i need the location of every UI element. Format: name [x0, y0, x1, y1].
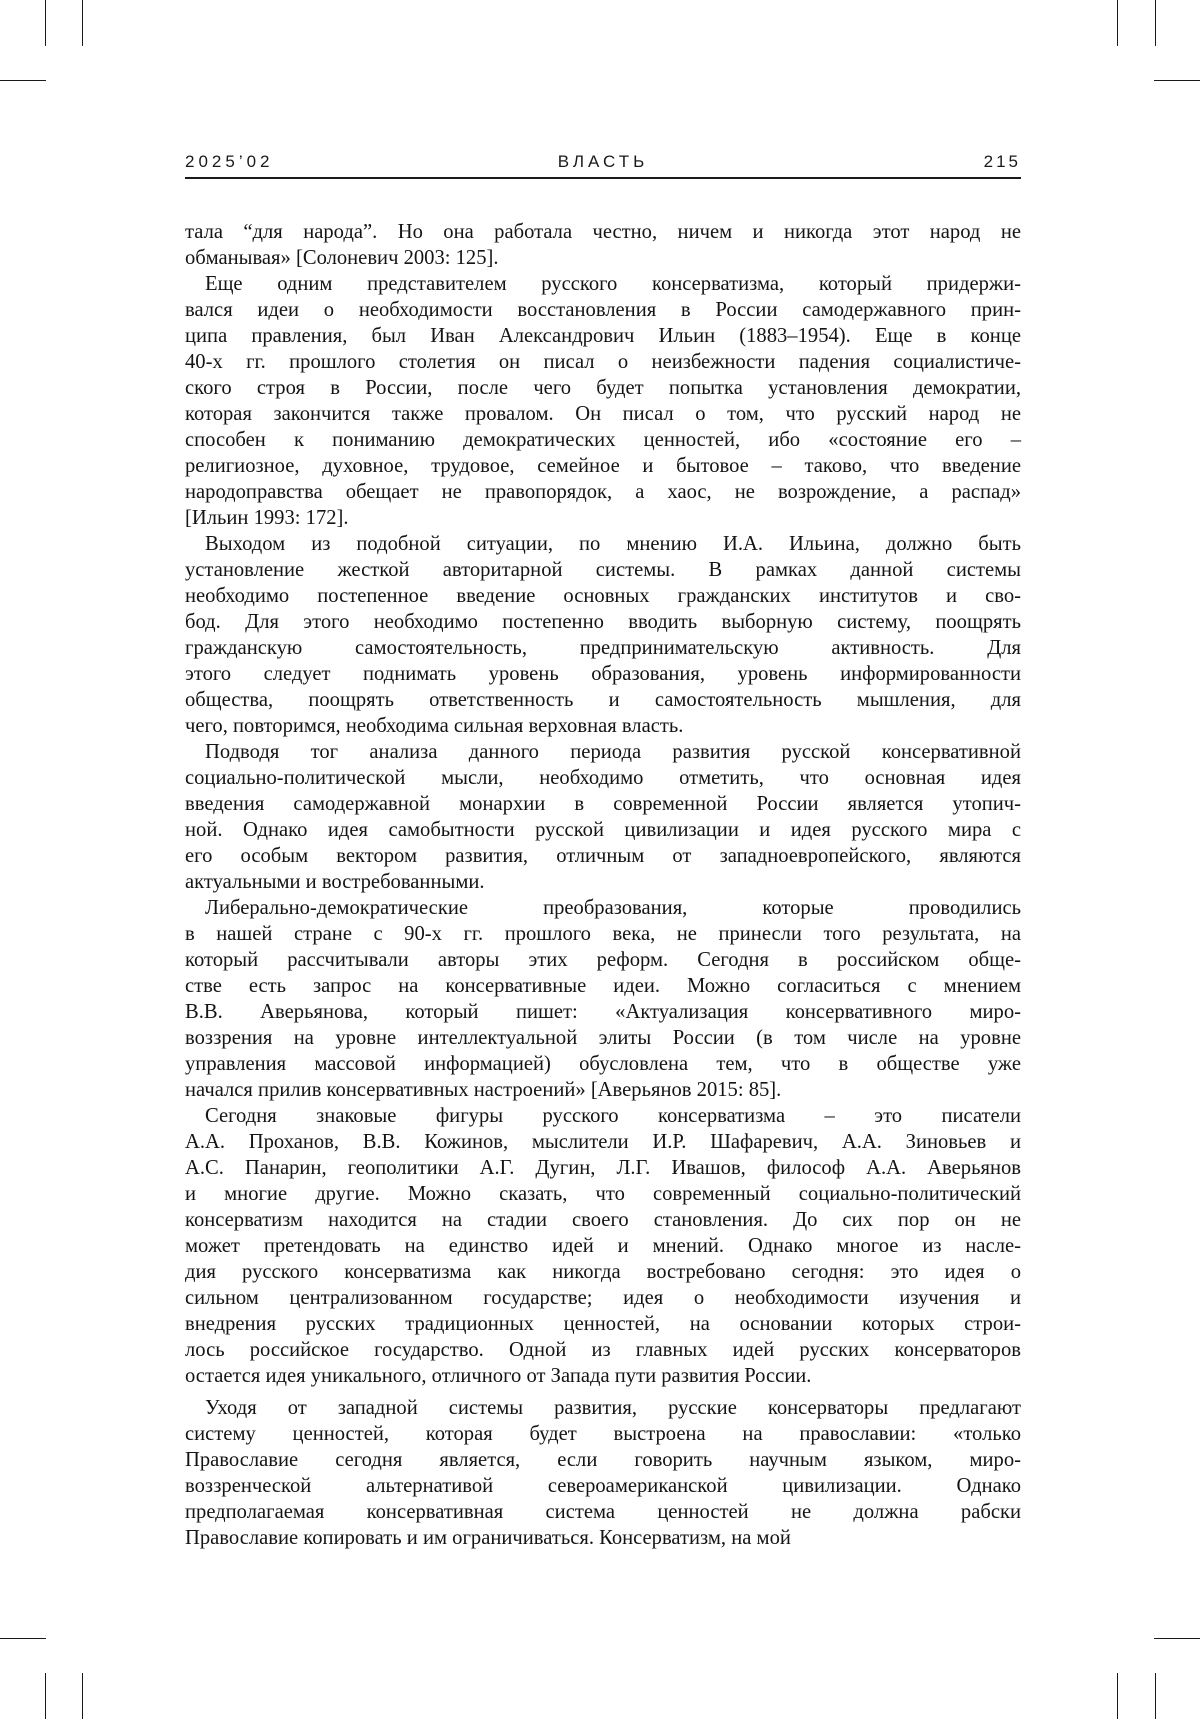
paragraph — [185, 1103, 1021, 1389]
crop-mark-top-left-horizontal — [0, 80, 46, 81]
text-line: его особым вектором развития, отличным от западноевропейского, являются — [185, 843, 1021, 869]
journal-title: ВЛАСТЬ — [185, 152, 1021, 172]
paragraph — [185, 895, 1021, 1103]
crop-mark-bottom-right-horizontal — [1154, 1638, 1200, 1639]
issue-number: 2025’02 — [185, 152, 274, 172]
text-line: Уходя от западной системы развития, русские консерваторы предлагают — [185, 1395, 1021, 1421]
text-line: ского строя в России, после чего будет попытка установления демократии, — [185, 375, 1021, 401]
paragraph — [185, 1395, 1021, 1551]
text-line: тала “для народа”. Но она работала честно, ничем и никогда этот народ не — [185, 219, 1021, 245]
paragraph — [185, 531, 1021, 739]
page-number: 215 — [984, 152, 1021, 172]
text-line: начался прилив консервативных настроений» [Аверьянов 2015: 85]. — [185, 1077, 1021, 1103]
text-line: предполагаемая консервативная система ценностей не должна рабски — [185, 1499, 1021, 1525]
text-line: в нашей стране с 90-х гг. прошлого века, не принесли того результата, на — [185, 921, 1021, 947]
text-line: Подводя тог анализа данного периода развития русской консервативной — [185, 739, 1021, 765]
crop-mark-top-right-horizontal — [1154, 80, 1200, 81]
text-line: установление жесткой авторитарной системы. В рамках данной системы — [185, 557, 1021, 583]
text-line: этого следует поднимать уровень образования, уровень информированности — [185, 661, 1021, 687]
text-line: чего, повторимся, необходима сильная верховная власть. — [185, 713, 1021, 739]
crop-mark-bottom-left-vertical-inner — [82, 1673, 83, 1719]
article-body — [185, 219, 1021, 1551]
crop-mark-bottom-right-vertical-inner — [1117, 1673, 1118, 1719]
paragraph — [185, 271, 1021, 531]
crop-mark-bottom-left-horizontal — [0, 1638, 46, 1639]
text-line: управления массовой информацией) обусловлена тем, что в обществе уже — [185, 1051, 1021, 1077]
text-line: внедрения русских традиционных ценностей, на основании которых строи- — [185, 1311, 1021, 1337]
text-line: который рассчитывали авторы этих реформ. Сегодня в российском обще- — [185, 947, 1021, 973]
text-line: которая закончится также провалом. Он писал о том, что русский народ не — [185, 401, 1021, 427]
text-line: Православие сегодня является, если говорить научным языком, миро- — [185, 1447, 1021, 1473]
crop-mark-bottom-right-vertical — [1155, 1673, 1156, 1719]
text-line: А.А. Проханов, В.В. Кожинов, мыслители И.Р. Шафаревич, А.А. Зиновьев и — [185, 1129, 1021, 1155]
text-line: воззрения на уровне интеллектуальной элиты России (в том числе на уровне — [185, 1025, 1021, 1051]
text-line: Выходом из подобной ситуации, по мнению И.А. Ильина, должно быть — [185, 531, 1021, 557]
text-line: социально-политической мысли, необходимо отметить, что основная идея — [185, 765, 1021, 791]
text-line: Еще одним представителем русского консерватизма, который придержи- — [185, 271, 1021, 297]
text-line: способен к пониманию демократических ценностей, ибо «состояние его – — [185, 427, 1021, 453]
text-line: бод. Для этого необходимо постепенно вводить выборную систему, поощрять — [185, 609, 1021, 635]
text-line: введения самодержавной монархии в современной России является утопич- — [185, 791, 1021, 817]
text-line: народоправства обещает не правопорядок, а хаос, не возрождение, а распад» — [185, 479, 1021, 505]
text-line: Либерально-демократические преобразования, которые проводились — [185, 895, 1021, 921]
text-line: ципа правления, был Иван Александрович Ильин (1883–1954). Еще в конце — [185, 323, 1021, 349]
text-line: остается идея уникального, отличного от Запада пути развития России. — [185, 1363, 1021, 1389]
crop-mark-bottom-left-vertical — [45, 1673, 46, 1719]
running-head — [185, 150, 1021, 178]
text-line: Православие копировать и им ограничиваться. Консерватизм, на мой — [185, 1525, 1021, 1551]
text-line: лось российское государство. Одной из главных идей русских консерваторов — [185, 1337, 1021, 1363]
header-rule — [185, 177, 1021, 179]
text-line: дия русского консерватизма как никогда востребовано сегодня: это идея о — [185, 1259, 1021, 1285]
text-line: религиозное, духовное, трудовое, семейное и бытовое – таково, что введение — [185, 453, 1021, 479]
text-line: стве есть запрос на консервативные идеи. Можно согласиться с мнением — [185, 973, 1021, 999]
text-line: Сегодня знаковые фигуры русского консерватизма – это писатели — [185, 1103, 1021, 1129]
text-line: консерватизм находится на стадии своего становления. До сих пор он не — [185, 1207, 1021, 1233]
text-line: систему ценностей, которая будет выстроена на православии: «только — [185, 1421, 1021, 1447]
text-line: гражданскую самостоятельность, предпринимательскую активность. Для — [185, 635, 1021, 661]
text-line: ной. Однако идея самобытности русской цивилизации и идея русского мира с — [185, 817, 1021, 843]
paragraph — [185, 219, 1021, 271]
text-line: актуальными и востребованными. — [185, 869, 1021, 895]
text-line: А.С. Панарин, геополитики А.Г. Дугин, Л.Г. Ивашов, философ А.А. Аверьянов — [185, 1155, 1021, 1181]
text-line: может претендовать на единство идей и мнений. Однако многое из насле- — [185, 1233, 1021, 1259]
text-line: [Ильин 1993: 172]. — [185, 505, 1021, 531]
text-line: сильном централизованном государстве; идея о необходимости изучения и — [185, 1285, 1021, 1311]
paragraph — [185, 739, 1021, 895]
text-line: воззренческой альтернативой североамериканской цивилизации. Однако — [185, 1473, 1021, 1499]
text-line: обманывая» [Солоневич 2003: 125]. — [185, 245, 1021, 271]
crop-mark-top-right-vertical-inner — [1117, 0, 1118, 46]
text-line: В.В. Аверьянова, который пишет: «Актуализация консервативного миро- — [185, 999, 1021, 1025]
text-line: необходимо постепенное введение основных гражданских институтов и сво- — [185, 583, 1021, 609]
text-line: 40-х гг. прошлого столетия он писал о неизбежности падения социалистиче- — [185, 349, 1021, 375]
text-line: и многие другие. Можно сказать, что современный социально-политический — [185, 1181, 1021, 1207]
text-line: общества, поощрять ответственность и самостоятельность мышления, для — [185, 687, 1021, 713]
text-line: вался идеи о необходимости восстановления в России самодержавного прин- — [185, 297, 1021, 323]
crop-mark-top-right-vertical — [1155, 0, 1156, 46]
crop-mark-top-left-vertical — [45, 0, 46, 46]
crop-mark-top-left-vertical-inner — [82, 0, 83, 46]
